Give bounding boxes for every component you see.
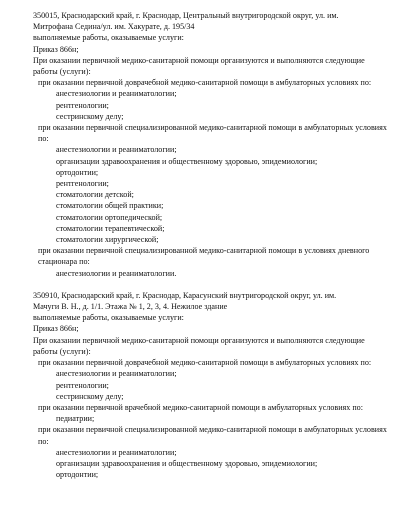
list-item: рентгенологии; xyxy=(56,100,109,110)
list-item: организации здравоохранения и общественному здоровью, эпидемиологии; xyxy=(56,156,318,166)
address-line: Мачуги В. Н., д. 1/1. Этажа № 1, 2, 3, 4. Нежилое здание xyxy=(33,302,228,312)
address-line: 350015, Краснодарский край, г. Краснодар, Центральный внутригородской округ, ул. им. xyxy=(33,11,339,20)
section-title: при оказании первичной доврачебной медико-санитарной помощи в амбулаторных условиях по: xyxy=(38,358,372,368)
section-title: при оказании первичной врачебной медико-санитарной помощи в амбулаторных условиях по: xyxy=(38,402,363,412)
address-line: Митрофана Седина/ул. им. Хакурате, д. 195/34 xyxy=(33,22,195,32)
list-item: организации здравоохранения и общественному здоровью, эпидемиологии; xyxy=(56,458,318,468)
list-item: анестезиологии и реаниматологии. xyxy=(56,268,177,278)
order-reference: Приказ 866н; xyxy=(33,44,79,54)
list-item: анестезиологии и реаниматологии; xyxy=(56,89,177,99)
section-title: при оказании первичной специализированной медико-санитарной помощи в амбулаторных условиях по: xyxy=(38,425,387,446)
intro-paragraph: При оказании первичной медико-санитарной помощи организуются и выполняются следующие работы (услуги): xyxy=(33,55,365,77)
list-item: анестезиологии и реаниматологии; xyxy=(56,447,177,457)
address-line: 350910, Краснодарский край, г. Краснодар, Карасунский внутригородской округ, ул. им. xyxy=(33,290,337,300)
list-item: стоматологии общей практики; xyxy=(56,201,164,211)
list-item: ортодонтии; xyxy=(56,470,99,480)
list-item: сестринскому делу; xyxy=(56,111,124,121)
block-spacer xyxy=(33,279,390,290)
list-item: рентгенологии; xyxy=(56,380,109,390)
list-item: сестринскому делу; xyxy=(56,391,124,401)
list-item: стоматологии детской; xyxy=(56,190,134,200)
order-reference: Приказ 866н; xyxy=(33,324,79,334)
list-item: педиатрии; xyxy=(56,414,95,424)
address-block-2 xyxy=(33,290,390,480)
list-item: ортодонтии; xyxy=(56,167,99,177)
list-item: анестезиологии и реаниматологии; xyxy=(56,369,177,379)
section-title: при оказании первичной специализированной медико-санитарной помощи в условиях дневного стационара по: xyxy=(38,246,370,267)
address-block-1 xyxy=(33,10,390,279)
section-title: при оказании первичной специализированной медико-санитарной помощи в амбулаторных условиях по: xyxy=(38,123,387,144)
list-item: стоматологии хирургической; xyxy=(56,235,159,245)
intro-paragraph: При оказании первичной медико-санитарной помощи организуются и выполняются следующие работы (услуги): xyxy=(33,335,365,356)
works-label: выполняемые работы, оказываемые услуги: xyxy=(33,33,184,43)
list-item: стоматологии ортопедической; xyxy=(56,212,163,222)
works-label: выполняемые работы, оказываемые услуги: xyxy=(33,313,184,323)
list-item: стоматологии терапевтической; xyxy=(56,223,165,233)
list-item: рентгенологии; xyxy=(56,179,109,189)
section-title: при оказании первичной доврачебной медико-санитарной помощи в амбулаторных условиях по: xyxy=(38,78,372,88)
list-item: анестезиологии и реаниматологии; xyxy=(56,145,177,155)
